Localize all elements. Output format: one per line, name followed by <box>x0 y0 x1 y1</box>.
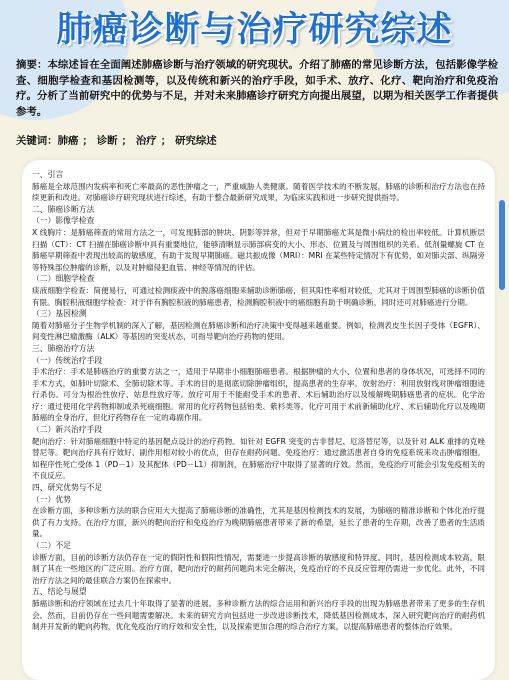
keyword-separator: ； <box>121 135 132 147</box>
section-paragraph: 随着对肺癌分子生物学机制的深入了解，基因检测在肺癌诊断和治疗决策中变得越来越重要。例如，检测表皮生长因子受体（EGFR）、间变性淋巴瘤激酶（ALK）等基因的突变状态，可指导靶向治疗药物的使用。 <box>32 320 485 342</box>
keyword: 肺癌 <box>57 135 79 147</box>
keyword-separator: ； <box>82 135 93 147</box>
subsection-heading: （一）传统治疗手段 <box>32 355 103 365</box>
section-paragraph: 痰液细胞学检查：简便易行，可通过检测痰液中的脱落癌细胞来辅助诊断肺癌，但其阳性率相对较低，尤其对于周围型肺癌的诊断价值有限。胸腔积液细胞学检查：对于伴有胸腔积液的肺癌患者，检测胸腔积液中的癌细胞有助于明确诊断，同时还可对肺癌进行分期。 <box>32 285 485 307</box>
section-heading: 三、肺癌治疗方法 <box>32 343 95 353</box>
content-body <box>22 160 495 633</box>
subsection-heading: （一）影像学检查 <box>32 216 95 226</box>
subsection-heading: （三）基因检测 <box>32 309 87 319</box>
section-paragraph: 肺癌是全球范围内发病率和死亡率最高的恶性肿瘤之一，严重威胁人类健康。随着医学技术的不断发展，肺癌的诊断和治疗方法也在持续更新和改进。对肺癌诊疗研究现状进行综述，有助于整合最新研究成果，为临床实践和进一步研究提供指导。 <box>32 181 485 203</box>
section-paragraph: 诊断方面，目前的诊断方法仍存在一定的假阴性和假阳性情况，需要进一步提高诊断的敏感度和特异度。同时，基因检测成本较高，限制了其在一些地区的广泛应用。治疗方面，靶向治疗的耐药问题尚未完全解决，免疫治疗的不良反应管理仍需进一步优化。此外，不同治疗方法之间的最佳联合方案仍在探索中。 <box>32 552 485 585</box>
section-heading: 五、结论与展望 <box>32 587 87 597</box>
abstract-text: 摘要：本综述旨在全面阐述肺癌诊断与治疗领域的研究现状。介绍了肺癌的常见诊断方法，包括影像学检查、细胞学检查和基因检测等，以及传统和新兴的治疗手段，如手术、放疗、化疗、靶向治疗和免疫治疗。分析了当前研究中的优势与不足，并对未来肺癌诊疗研究方向提出展望，以期为相关医学工作者提供参考。 <box>16 59 498 118</box>
subsection-heading: （一）优势 <box>32 494 71 504</box>
section-paragraph: 手术治疗：手术是肺癌治疗的重要方法之一，适用于早期非小细胞肺癌患者。根据肿瘤的大小、位置和患者的身体状况，可选择不同的手术方式，如肺叶切除术、全肺切除术等。手术的目的是彻底切除肿瘤组织，提高患者的生存率。放射治疗：利用放射线对肿瘤细胞进行杀伤。可分为根治性放疗、姑息性放疗等。放疗可用于不能耐受手术的患者、术后辅助治疗以及缓解晚期肺癌患者的症状。化学治疗：通过使用化学药物抑制或杀死癌细胞。常用的化疗药物包括铂类、紫杉类等。化疗可用于术前新辅助化疗、术后辅助化疗以及晚期肺癌的全身治疗，但化疗药物存在一定的毒副作用。 <box>32 367 485 423</box>
scrollbar-thumb[interactable] <box>499 200 505 290</box>
page-title: 肺癌诊断与治疗研究综述 <box>56 10 453 50</box>
section-heading: 四、研究优势与不足 <box>32 483 103 493</box>
subsection-heading: （二）新兴治疗手段 <box>32 425 103 435</box>
keyword: 治疗 <box>135 135 157 147</box>
keywords-line <box>16 134 498 149</box>
keyword-separator: ； <box>160 135 172 147</box>
keywords-label: 关键词： <box>16 135 58 147</box>
section-paragraph: 在诊断方面，多种诊断方法的联合应用大大提高了肺癌诊断的准确性，尤其是基因检测技术的发展，为肺癌的精准诊断和个体化治疗提供了有力支持。在治疗方面，新兴的靶向治疗和免疫治疗为晚期肺癌患者带来了新的希望，延长了患者的生存期，改善了患者的生活质量。 <box>32 506 485 539</box>
section-paragraph: 靶向治疗：针对肺癌细胞中特定的基因靶点设计的治疗药物。如针对 EGFR 突变的吉非替尼、厄洛替尼等，以及针对 ALK 重排的克唑替尼等。靶向治疗具有疗效好、副作用相对较小的优点，但存在耐药问题。免疫治疗：通过激活患者自身的免疫系统来攻击肿瘤细胞。如程序性死亡受体 1（PD－1）及其配体（PD－L1）抑制剂，在肺癌治疗中取得了显著的疗效。然而，免疫治疗可能会引发免疫相关的不良反应。 <box>32 436 485 481</box>
keyword: 诊断 <box>96 135 118 147</box>
subsection-heading: （二）不足 <box>32 541 71 550</box>
content-card[interactable] <box>22 160 495 680</box>
section-heading: 一、引言 <box>32 170 64 179</box>
subsection-heading: （二）细胞学检查 <box>32 274 95 284</box>
keyword: 研究综述 <box>175 135 217 147</box>
section-paragraph: X 线胸片：是肺癌筛查的常用方法之一，可发现肺部的肿块、阴影等异常，但对于早期肺癌尤其是微小病灶的检出率较低。计算机断层扫描（CT）：CT 扫描在肺癌诊断中具有重要地位，能够清晰显示肺部病变的大小、形态、位置及与周围组织的关系。低剂量螺旋 CT 在肺癌早期筛查中表现出较高的敏感度，有助于发现早期肺癌。磁共振成像（MRI）：MRI 在某些特定情况下有优势，如对肺尖部、纵隔旁等特殊部位肿瘤的诊断，以及对肿瘤侵犯血管、神经等情况的评估。 <box>32 227 485 272</box>
section-paragraph: 肺癌诊断和治疗领域在过去几十年取得了显著的进展。多种诊断方法的综合运用和新兴治疗手段的出现为肺癌患者带来了更多的生存机会。然而，目前仍存在一些问题需要解决。未来的研究方向包括进一步改进诊断技术，降低基因检测成本，深入研究靶向治疗的耐药机制并开发新的靶向药物，优化免疫治疗的疗效和安全性，以及探索更加合理的综合治疗方案，以提高肺癌患者的整体治疗效果。 <box>32 598 485 632</box>
section-heading: 二、肺癌诊断方法 <box>32 204 95 214</box>
